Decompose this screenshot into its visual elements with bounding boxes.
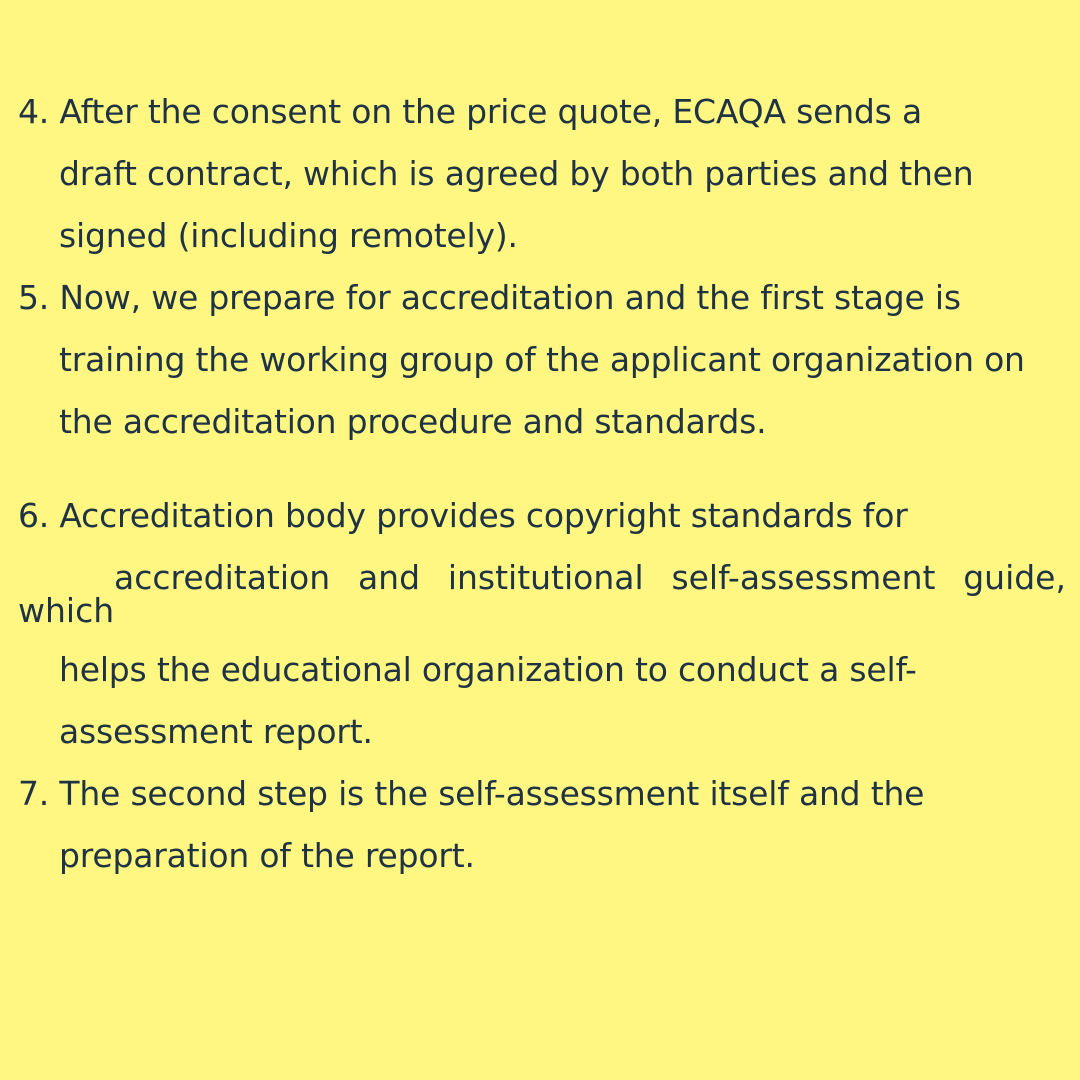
item-7-line-2: preparation of the report. [59, 836, 475, 875]
item-6-justified-line [18, 552, 1066, 637]
spread-word-accreditation: accreditation [114, 558, 331, 597]
item-4-line-1: 4. After the consent on the price quote, ECAQA sends a [18, 92, 922, 131]
item-7-line-1: 7. The second step is the self-assessment itself and the [18, 774, 925, 813]
item-6-line-1: 6. Accreditation body provides copyright standards for [18, 496, 908, 535]
item-4-line-2: draft contract, which is agreed by both parties and then [59, 154, 974, 193]
spread-word-guide: guide, [963, 558, 1066, 597]
spread-word-institutional: institutional [447, 558, 644, 597]
item-6-line-4: assessment report. [59, 712, 373, 751]
item-5-line-3: the accreditation procedure and standards. [59, 402, 767, 441]
item-5-line-1: 5. Now, we prepare for accreditation and the first stage is [18, 278, 961, 317]
item-6-spread-words [114, 552, 1066, 604]
spread-word-and: and [357, 558, 421, 597]
item-5-line-2: training the working group of the applicant organization on [59, 340, 1025, 379]
item-4-line-3: signed (including remotely). [59, 216, 518, 255]
item-6-which-word: which [18, 591, 115, 630]
spread-word-self-assessment: self-assessment [671, 558, 936, 597]
item-6-line-3: helps the educational organization to conduct a self- [59, 650, 917, 689]
